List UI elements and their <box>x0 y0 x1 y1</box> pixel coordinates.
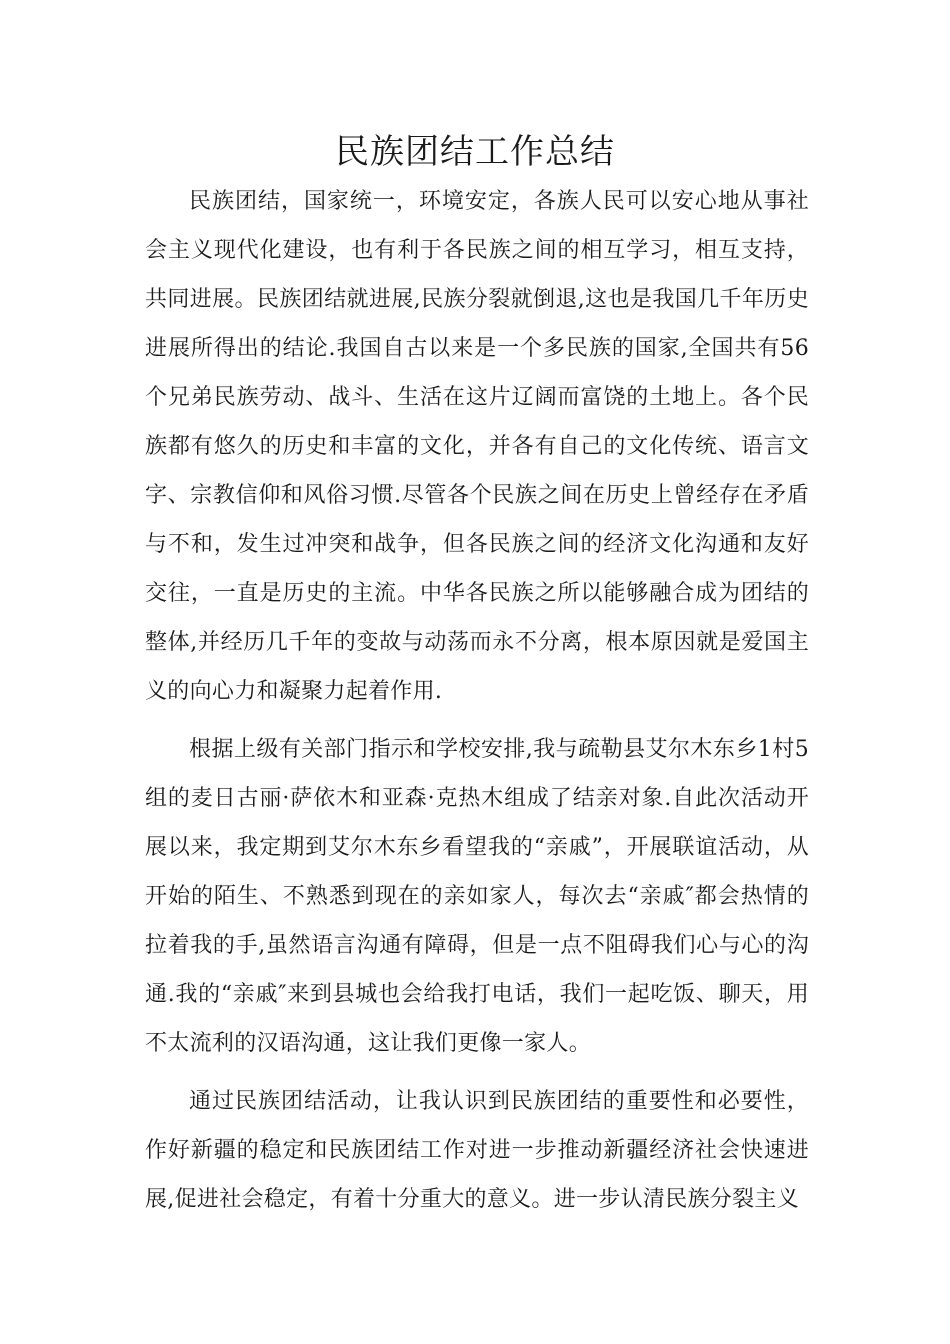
paragraph-2: 根据上级有关部门指示和学校安排,我与疏勒县艾尔木东乡1村5组的麦日古丽·萨依木和亚森·克热木组成了结亲对象.自此次活动开展以来，我定期到艾尔木东乡看望我的“亲戚”，开展联谊活动，从开始的陌生、不熟悉到现在的亲如家人，每次去“亲戚″都会热情的拉着我的手,虽然语言沟通有障碍，但是一点不阻碍我们心与心的沟通.我的“亲戚″来到县城也会给我打电话，我们一起吃饭、聊天，用不太流利的汉语沟通，这让我们更像一家人。 <box>145 737 809 1056</box>
paragraph-3: 通过民族团结活动，让我认识到民族团结的重要性和必要性，作好新疆的稳定和民族团结工作对进一步推动新疆经济社会快速进展,促进社会稳定，有着十分重大的意义。进一步认清民族分裂主义 <box>145 1089 809 1212</box>
document-body <box>145 177 809 1233</box>
document-title: 民族团结工作总结 <box>335 132 615 172</box>
paragraph-1: 民族团结，国家统一，环境安定，各族人民可以安心地从事社会主义现代化建设，也有利于各民族之间的相互学习，相互支持，共同进展。民族团结就进展,民族分裂就倒退,这也是我国几千年历史进展所得出的结论.我国自古以来是一个多民族的国家,全国共有56个兄弟民族劳动、战斗、生活在这片辽阔而富饶的土地上。各个民族都有悠久的历史和丰富的文化，并各有自己的文化传统、语言文字、宗教信仰和风俗习惯.尽管各个民族之间在历史上曾经存在矛盾与不和，发生过冲突和战争，但各民族之间的经济文化沟通和友好交往，一直是历史的主流。中华各民族之所以能够融合成为团结的整体,并经历几千年的变故与动荡而永不分离，根本原因就是爱国主义的向心力和凝聚力起着作用. <box>145 189 809 704</box>
